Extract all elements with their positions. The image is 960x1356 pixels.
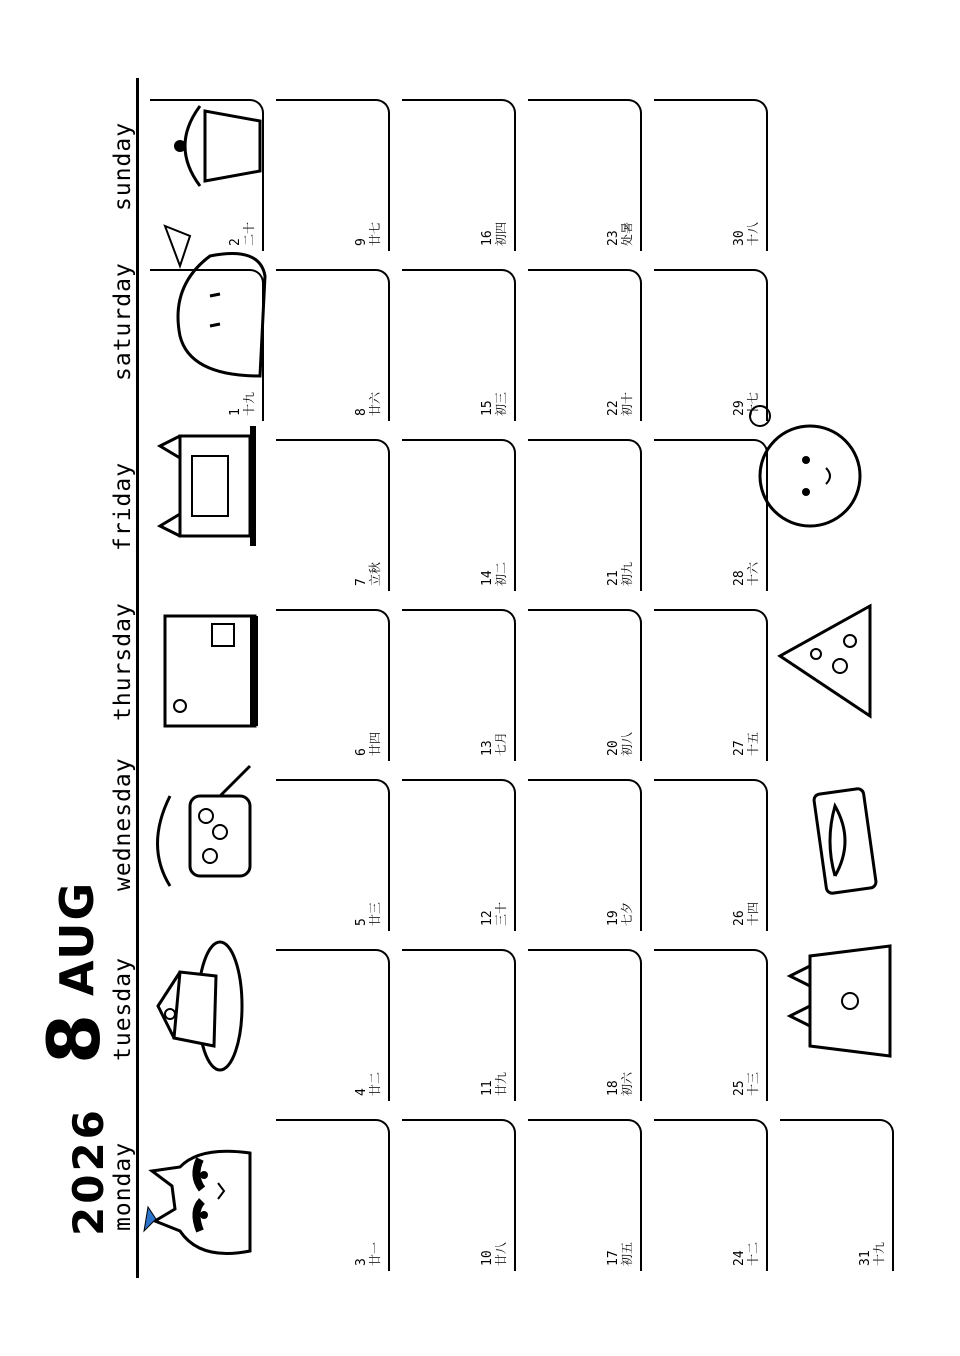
day-number-text: 9 [353,238,369,246]
lunar-date: 初十 [619,391,634,416]
day-number [607,1242,634,1266]
day-cell[interactable] [780,1119,894,1271]
day-number [481,1242,508,1266]
day-number-text: 17 [605,1250,621,1266]
lunar-date: 七月 [493,731,508,756]
day-number-text: 3 [353,1258,369,1266]
day-number-text: 30 [731,230,747,246]
header-divider [136,78,139,1278]
day-number [733,562,760,586]
day-number [607,732,634,756]
calendar-year: 2026 [64,1107,113,1236]
day-number [733,1072,760,1096]
day-number [607,1072,634,1096]
day-number [481,222,508,246]
lunar-date: 廿三 [367,901,382,926]
day-cell[interactable] [528,269,642,421]
day-number [355,902,382,926]
cheese-hat-icon [760,586,900,736]
day-cell[interactable] [528,1119,642,1271]
day-number [859,1242,886,1266]
day-cell[interactable] [654,609,768,761]
day-cell[interactable] [528,949,642,1101]
lunar-date: 初六 [619,1071,634,1096]
day-cell[interactable] [402,99,516,251]
day-number [481,902,508,926]
lunar-date: 十二 [745,1241,760,1266]
day-number [355,562,382,586]
day-number-text: 1 [227,408,243,416]
day-number-text: 12 [479,910,495,926]
lunar-date: 廿四 [367,731,382,756]
day-cell[interactable] [402,269,516,421]
lunar-date: 廿二 [367,1071,382,1096]
lunar-date: 廿一 [367,1241,382,1266]
day-cell[interactable] [528,439,642,591]
day-cell[interactable] [654,779,768,931]
weekday-monday: monday [110,1141,136,1231]
day-cell[interactable] [654,1119,768,1271]
day-cell[interactable] [528,609,642,761]
lunar-date: 廿八 [493,1241,508,1266]
lunar-date: 廿六 [367,391,382,416]
day-cell[interactable] [402,779,516,931]
cake-icon [150,936,250,1076]
day-number-text: 25 [731,1080,747,1096]
weekday-thursday: thursday [110,602,136,721]
cat-icon [140,1111,260,1271]
day-number [607,562,634,586]
day-number-text: 13 [479,740,495,756]
coffee-machine-icon [150,596,260,756]
lunar-date: 初八 [619,731,634,756]
day-number-text: 16 [479,230,495,246]
day-number [481,1072,508,1096]
day-number-text: 5 [353,918,369,926]
weekday-sunday: sunday [110,121,136,211]
weekday-friday: friday [110,461,136,551]
day-number-text: 14 [479,570,495,586]
day-number [481,732,508,756]
lunar-date: 十三 [745,1071,760,1096]
lunar-date: 十八 [745,221,760,246]
day-number [355,1242,382,1266]
lunar-date: 十九 [241,391,256,416]
calendar-month-name: AUG [50,880,104,996]
day-number [733,222,760,246]
day-number-text: 27 [731,740,747,756]
empty-day-cell [780,99,894,251]
lunar-date: 初三 [493,391,508,416]
lunar-date: 立秋 [367,561,382,586]
day-number [607,392,634,416]
lunar-date: 十五 [745,731,760,756]
day-number-text: 8 [353,408,369,416]
lunar-date: 初五 [619,1241,634,1266]
day-cell[interactable] [402,949,516,1101]
day-number-text: 4 [353,1088,369,1096]
day-cell[interactable] [402,1119,516,1271]
day-number [607,902,634,926]
lunar-date: 初四 [493,221,508,246]
day-number-text: 15 [479,400,495,416]
day-number [355,732,382,756]
day-number-text: 20 [605,740,621,756]
day-number-text: 6 [353,748,369,756]
lunar-date: 初九 [619,561,634,586]
puppy-icon [740,396,890,556]
lunar-date: 十四 [745,901,760,926]
calendar-month-number: 8 [32,1013,116,1064]
day-cell[interactable] [654,949,768,1101]
day-number-text: 11 [479,1080,495,1096]
lunar-date: 三十 [493,901,508,926]
day-number-text: 29 [731,400,747,416]
lunar-date: 十九 [871,1241,886,1266]
day-number-text: 19 [605,910,621,926]
day-cell[interactable] [654,99,768,251]
day-cell[interactable] [276,949,390,1101]
bread-icon [780,766,900,916]
day-number [355,222,382,246]
day-number-text: 24 [731,1250,747,1266]
cupcake-icon [160,86,270,206]
lunar-date: 廿九 [493,1071,508,1096]
day-number-text: 22 [605,400,621,416]
lunar-date: 处暑 [619,221,634,246]
day-number [607,222,634,246]
day-cell[interactable] [402,609,516,761]
apron-icon [150,756,260,916]
lunar-date: 十六 [745,561,760,586]
day-number-text: 10 [479,1250,495,1266]
day-number-text: 2 [227,238,243,246]
day-cell[interactable] [276,99,390,251]
day-cell[interactable] [276,609,390,761]
day-number [733,902,760,926]
day-number-text: 18 [605,1080,621,1096]
bunny-cake-icon [150,216,270,396]
day-number-text: 28 [731,570,747,586]
day-number-text: 21 [605,570,621,586]
weekday-saturday: saturday [110,262,136,381]
day-number-text: 23 [605,230,621,246]
day-number [355,392,382,416]
weekday-tuesday: tuesday [110,957,136,1061]
day-number [733,1242,760,1266]
lunar-date: 廿七 [367,221,382,246]
lunar-date: 七夕 [619,901,634,926]
day-number-text: 7 [353,578,369,586]
day-number [355,1072,382,1096]
day-number [481,392,508,416]
day-cell[interactable] [276,439,390,591]
day-number-text: 31 [857,1250,873,1266]
day-cell[interactable] [276,1119,390,1271]
day-cell[interactable] [528,99,642,251]
day-number [481,562,508,586]
day-number-text: 26 [731,910,747,926]
lunar-date: 二十 [241,221,256,246]
lunar-date: 初二 [493,561,508,586]
day-cell[interactable] [276,779,390,931]
cat-tv-icon [150,406,260,566]
gift-bag-icon [780,926,910,1076]
lunar-date: 十七 [745,391,760,416]
day-cell[interactable] [402,439,516,591]
day-cell[interactable] [528,779,642,931]
day-cell[interactable] [276,269,390,421]
day-number [733,732,760,756]
weekday-wednesday: wednesday [110,757,136,891]
